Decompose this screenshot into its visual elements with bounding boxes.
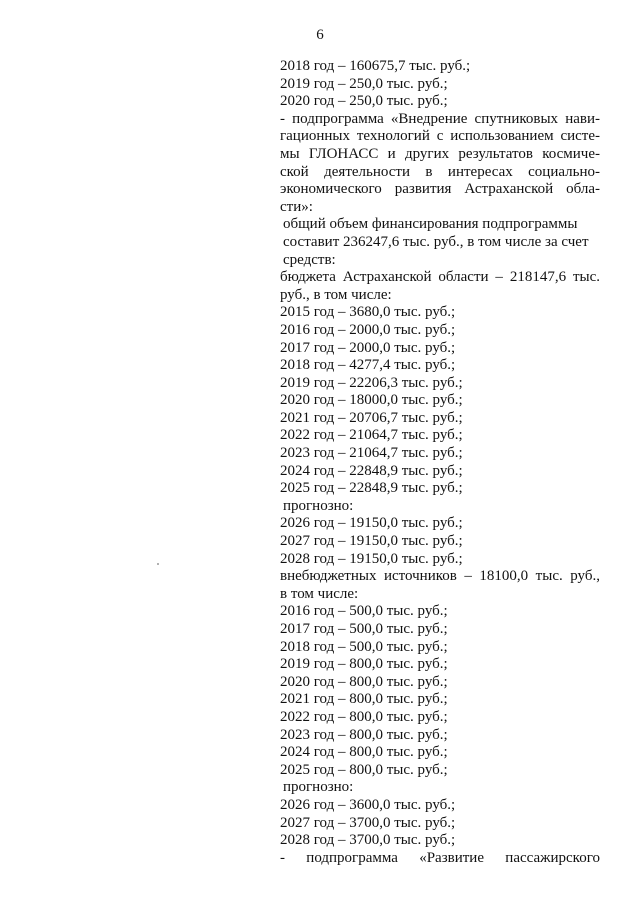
list-item: 2016 год – 2000,0 тыс. руб.; [280,321,456,338]
list-item: 2025 год – 22848,9 тыс. руб.; [280,480,463,497]
subprogram-paragraph [280,111,600,217]
list-item: 2025 год – 800,0 тыс. руб.; [280,761,448,778]
text-line: - подпрограмма «Внедрение спутниковых нави- [280,110,600,127]
list-item: 2027 год – 19150,0 тыс. руб.; [280,533,463,550]
text-line: 2018 год – 160675,7 тыс. руб.; [280,58,471,74]
text-line: руб., в том числе: [280,286,392,303]
list-item: 2024 год – 800,0 тыс. руб.; [280,744,448,761]
text-line: сти»: [280,198,313,215]
text-line: 2020 год – 250,0 тыс. руб.; [280,93,448,110]
budget-year-list [280,304,600,568]
list-item: 2015 год – 3680,0 тыс. руб.; [280,304,456,321]
list-item: 2024 год – 22848,9 тыс. руб.; [280,462,463,479]
list-item: 2026 год – 3600,0 тыс. руб.; [280,796,456,813]
extrabudget-year-list [280,603,600,849]
list-item: 2026 год – 19150,0 тыс. руб.; [280,515,463,532]
list-item: 2016 год – 500,0 тыс. руб.; [280,603,448,620]
text-line: общий объем финансирования подпрограммы [283,216,578,233]
list-item: 2018 год – 500,0 тыс. руб.; [280,638,448,655]
list-item: 2017 год – 2000,0 тыс. руб.; [280,339,456,356]
text-line: - подпрограмма «Развитие пассажирского [280,849,600,866]
text-line: экономического развития Астраханской обла- [280,181,600,198]
list-item: 2020 год – 800,0 тыс. руб.; [280,673,448,690]
list-item: 2019 год – 800,0 тыс. руб.; [280,656,448,673]
text-line: внебюджетных источников – 18100,0 тыс. руб., [280,568,600,585]
list-item: 2018 год – 4277,4 тыс. руб.; [280,357,456,374]
list-item: 2022 год – 21064,7 тыс. руб.; [280,427,463,444]
list-item: 2019 год – 22206,3 тыс. руб.; [280,374,463,391]
list-item: 2028 год – 19150,0 тыс. руб.; [280,550,463,567]
budget-paragraph [280,269,600,304]
text-line: гационных технологий с использованием систе- [280,128,600,145]
text-line: средств: [283,251,336,268]
list-item: 2021 год – 800,0 тыс. руб.; [280,691,448,708]
list-item: 2023 год – 800,0 тыс. руб.; [280,726,448,743]
list-item: 2028 год – 3700,0 тыс. руб.; [280,832,456,849]
list-item: 2027 год – 3700,0 тыс. руб.; [280,814,456,831]
text-line: бюджета Астраханской области – 218147,6 тыс. [280,269,600,286]
forecast-label: прогнозно: [283,497,354,514]
extrabudget-paragraph [280,568,600,603]
list-item: 2022 год – 800,0 тыс. руб.; [280,708,448,725]
text-line: в том числе: [280,585,359,602]
list-item: 2017 год – 500,0 тыс. руб.; [280,621,448,637]
funding-paragraph [280,216,600,269]
list-item: 2023 год – 21064,7 тыс. руб.; [280,445,463,462]
scan-speck [157,563,159,565]
document-body [280,58,600,867]
list-item: 2021 год – 20706,7 тыс. руб.; [280,409,463,426]
text-line: ской деятельности в интересах социально- [280,163,600,180]
text-line: 2019 год – 250,0 тыс. руб.; [280,75,448,92]
text-line: мы ГЛОНАСС и других результатов космиче- [280,145,600,162]
forecast-label: прогнозно: [283,779,354,796]
list-item: 2020 год – 18000,0 тыс. руб.; [280,392,463,409]
page-number: 6 [316,27,324,43]
text-line: составит 236247,6 тыс. руб., в том числе за счет [283,233,589,250]
